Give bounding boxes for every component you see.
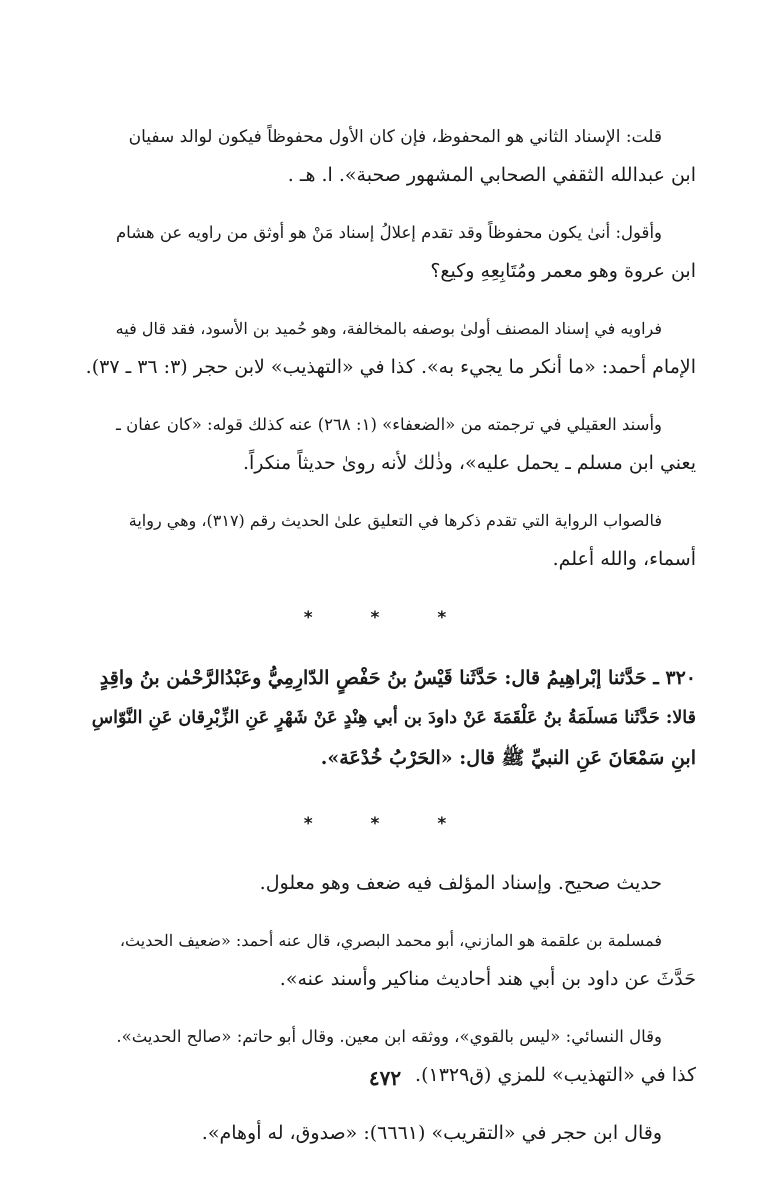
paragraph-ibn-hajar — [80, 1114, 696, 1152]
text-line: الإمام أحمد: «ما أنكر ما يجيء به». كذا في «التهذيب» لابن حجر (٣: ٣٦ ـ ٣٧). — [85, 356, 696, 378]
text-line: حديث صحيح. وإسناد المؤلف فيه ضعف وهو معلول. — [259, 872, 662, 894]
page-body — [80, 118, 696, 1172]
hadith-text — [80, 658, 696, 778]
text-line: فالصواب الرواية التي تقدم ذكرها في التعليق علىٰ الحديث رقم (٣١٧)، وهي رواية — [128, 511, 662, 530]
paragraph-maslama — [80, 922, 696, 998]
paragraph-conclusion — [80, 502, 696, 578]
text-line: ابن عبدالله الثقفي الصحابي المشهور صحبة». ا. هـ . — [287, 164, 696, 186]
page-number: ٤٧٢ — [368, 1066, 402, 1090]
paragraph-narrator — [80, 310, 696, 386]
paragraph-uqaili — [80, 406, 696, 482]
paragraph-response — [80, 214, 696, 290]
text-line: كذا في «التهذيب» للمزي (ق١٣٢٩). — [415, 1064, 696, 1086]
text-line: أسماء، والله أعلم. — [552, 548, 696, 570]
text-line: يعني ابن مسلم ـ يحمل عليه»، وذٰلك لأنه روىٰ حديثاً منكراً. — [242, 452, 696, 474]
text-line: فراويه في إسناد المصنف أولىٰ بوصفه بالمخالفة، وهو حُميد بن الأسود، فقد قال فيه — [115, 319, 662, 338]
text-line: فمسلمة بن علقمة هو المازني، أبو محمد البصري، قال عنه أحمد: «ضعيف الحديث، — [119, 931, 662, 950]
hadith-line: قالا: حَدَّثَنا مَسلَمَةُ بنُ عَلْقَمَةَ عَنْ داودَ بن أبي هِنْدٍ عَنْ شَهْرٍ عَنِ الزِّبْرِقان عَنِ النَّوّاسِ — [91, 708, 696, 728]
text-line: وأقول: أنىٰ يكون محفوظاً وقد تقدم إعلالُ إسناد مَنْ هو أوثق من راويه عن هشام — [115, 223, 662, 242]
hadith-line: ابنِ سَمْعَانَ عَنِ النبيِّ ﷺ قال: «الحَرْبُ خُدْعَة». — [320, 747, 696, 769]
text-line: قلت: الإسناد الثاني هو المحفوظ، فإن كان الأول محفوظاً فيكون لوالد سفيان — [128, 127, 662, 147]
text-line: حَدَّثَ عن داود بن أبي هند أحاديث مناكير وأسند عنه». — [279, 968, 696, 990]
section-separator: * * * — [303, 608, 473, 628]
section-separator: * * * — [303, 814, 473, 834]
text-line: وقال النسائي: «ليس بالقوي»، ووثقه ابن معين. وقال أبو حاتم: «صالح الحديث». — [116, 1027, 662, 1046]
text-line: ابن عروة وهو معمر ومُتَابِعِهِ وكيع؟ — [430, 260, 696, 282]
paragraph-grading — [80, 864, 696, 902]
paragraph-first-opinion — [80, 118, 696, 194]
text-line: وقال ابن حجر في «التقريب» (٦٦٦١): «صدوق، له أوهام». — [201, 1122, 662, 1144]
hadith-line: ٣٢٠ ـ حَدَّثنا إبْراهِيمُ قال: حَدَّثَنا قَيْسُ بنُ حَفْصٍ الدّارِمِيُّ وعَبْدُالرَّحْمٰن بنُ واقِدٍ — [99, 667, 696, 689]
text-line: وأسند العقيلي في ترجمته من «الضعفاء» (١: ٢٦٨) عنه كذلك قوله: «كان عفان ـ — [116, 415, 662, 434]
